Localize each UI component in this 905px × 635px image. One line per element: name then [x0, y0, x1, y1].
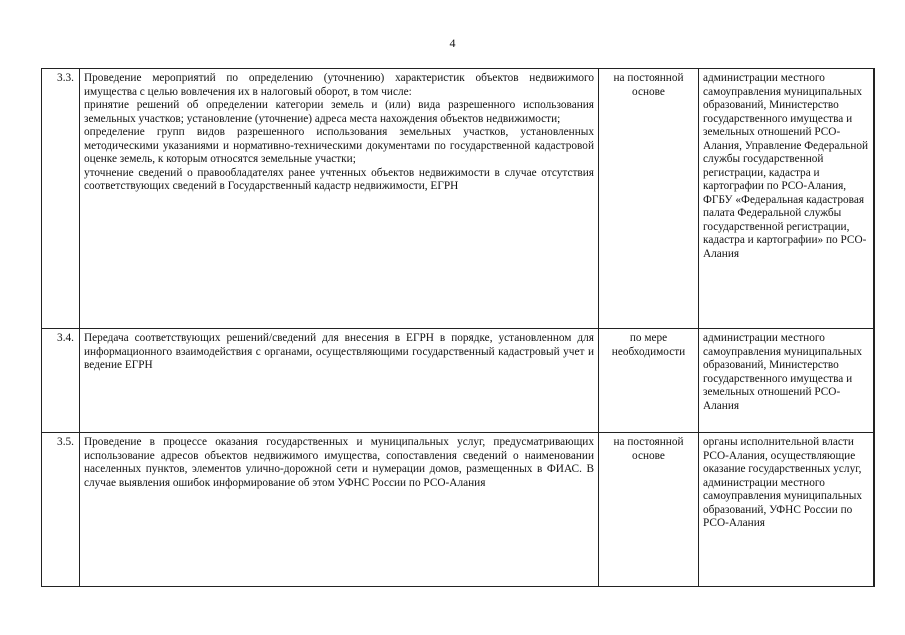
page-number: 4	[449, 36, 456, 50]
responsible-executors	[699, 433, 874, 587]
description-paragraph: Передача соответствующих решений/сведений для внесения в ЕГРН в порядке, установленном для информационного взаимодействия с органами, осуществляющими государственный кадастровый учет и ведение ЕГРН	[84, 332, 594, 371]
executor-text: ФГБУ «Федеральная кадастровая палата Федеральной службы государственной регистрации, кадастра и картографии» по РСО-Алания	[703, 193, 867, 260]
responsible-executors	[699, 329, 874, 433]
executor-text: администрации местного самоуправления муниципальных образований, Министерство государственного имущества и земельных отношений РСО-Алания, Управление Федеральной службы государственной регистрации, кадастра и картографии по РСО-Алания,	[703, 72, 869, 192]
execution-term: по мере необходимости	[599, 329, 699, 433]
measure-description	[80, 329, 599, 433]
executor-text: администрации местного самоуправления муниципальных образований, Министерство государственного имущества и земельных отношений РСО-Алания	[703, 332, 863, 412]
description-paragraph: уточнение сведений о правообладателях ранее учтенных объектов недвижимости в случае отсутствия соответствующих сведений в Государственный кадастр недвижимости, ЕГРН	[84, 166, 594, 192]
description-paragraph: определение групп видов разрешенного использования земельных участков, установленных методическими указаниями и нормативно-техническими документами по государственной кадастровой оценке земель, к которым относятся земельные участки;	[84, 126, 594, 165]
execution-term: на постоянной основе	[599, 69, 699, 329]
row-number: 3.3.	[42, 69, 80, 329]
executor-text: органы исполнительной власти РСО-Алания, осуществляющие оказание государственных услуг, администрации местного самоуправления муниципальных образований, УФНС России по РСО-Алания	[703, 436, 863, 529]
responsible-executors	[699, 69, 874, 329]
table-row	[42, 329, 874, 433]
plan-table	[41, 68, 875, 587]
measure-description	[80, 69, 599, 329]
table-row	[42, 69, 874, 329]
row-number: 3.5.	[42, 433, 80, 587]
measure-description	[80, 433, 599, 587]
description-paragraph: Проведение в процессе оказания государственных и муниципальных услуг, предусматривающих использование адресов объектов недвижимого имущества, сопоставления сведений о наименовании населенных пунктов, элементов улично-дорожной сети и нумерации домов, размещенных в ФИАС. В случае выявления ошибок информирование об этом УФНС России по РСО-Алания	[84, 436, 594, 489]
table-row	[42, 433, 874, 587]
description-paragraph: Проведение мероприятий по определению (уточнению) характеристик объектов недвижимого имущества с целью вовлечения их в налоговый оборот, в том числе:	[84, 72, 594, 98]
description-paragraph: принятие решений об определении категории земель и (или) вида разрешенного использования земельных участков; установление (уточнение) адреса места нахождения объектов недвижимости;	[84, 99, 594, 125]
execution-term: на постоянной основе	[599, 433, 699, 587]
row-number: 3.4.	[42, 329, 80, 433]
